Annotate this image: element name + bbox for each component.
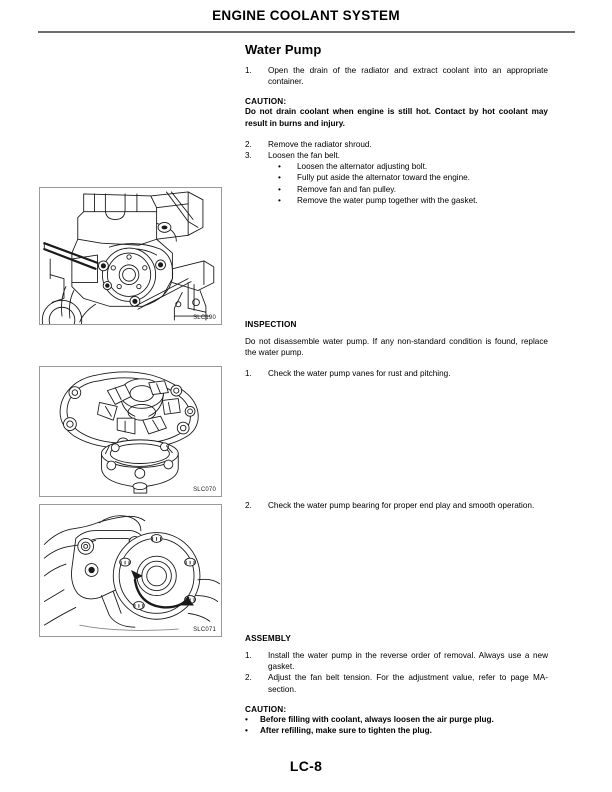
assembly-step-2 <box>245 672 548 694</box>
inspection-heading: INSPECTION <box>245 320 297 329</box>
step-number: 2. <box>245 501 252 510</box>
caution-text: Do not drain coolant when engine is still hot. Contact by hot coolant may result in burns and injury. <box>245 107 548 128</box>
step-text: Remove the radiator shroud. <box>268 139 372 149</box>
figure-3-linework <box>40 505 221 636</box>
figure-code: SLC190 <box>193 315 216 321</box>
caution-bullet-text: Before filling with coolant, always loosen the air purge plug. <box>260 714 494 724</box>
bullet-icon: • <box>278 162 281 172</box>
removal-step-3 <box>245 150 548 161</box>
spacer <box>245 129 548 139</box>
bullet-icon: • <box>245 714 248 724</box>
inspection-step-2-block <box>245 500 548 511</box>
figure-1-linework <box>40 188 221 324</box>
caution-bullet-text: After refilling, make sure to tighten the plug. <box>260 726 432 736</box>
caution-bullet <box>245 725 548 736</box>
spacer <box>245 329 548 336</box>
header-divider <box>38 31 575 33</box>
step-text: Adjust the fan belt tension. For the adjustment value, refer to page MA-section. <box>268 673 548 694</box>
step-number: 3. <box>245 151 252 161</box>
inspection-intro: Do not disassemble water pump. If any non-standard condition is found, replace the water pump. <box>245 337 548 358</box>
spacer <box>245 358 548 368</box>
bullet-icon: • <box>278 184 281 194</box>
step-number: 1. <box>245 66 252 75</box>
figure-code: SLC071 <box>193 627 216 633</box>
removal-bullet <box>245 172 548 183</box>
step-number: 2. <box>245 139 252 149</box>
bullet-text: Loosen the alternator adjusting bolt. <box>297 162 428 172</box>
figure-2-linework <box>40 367 221 496</box>
page-title: ENGINE COOLANT SYSTEM <box>212 8 400 23</box>
spacer <box>245 643 548 650</box>
spacer <box>245 87 548 97</box>
assembly-section <box>245 634 548 737</box>
step-text: Check the water pump bearing for proper end play and smooth operation. <box>268 501 535 510</box>
page-number: LC-8 <box>289 758 323 774</box>
bullet-icon: • <box>278 173 281 183</box>
removal-bullet <box>245 184 548 195</box>
step-number: 1. <box>245 651 252 660</box>
bullet-icon: • <box>278 195 281 205</box>
bullet-text: Remove fan and fan pulley. <box>297 184 397 194</box>
step-number: 1. <box>245 369 252 379</box>
figure-panel-water-pump-assembly <box>39 366 222 497</box>
step-text: Loosen the fan belt. <box>268 151 340 161</box>
removal-bullet <box>245 161 548 172</box>
figure-panel-bearing-check <box>39 504 222 637</box>
bullet-text: Fully put aside the alternator toward the engine. <box>297 173 470 183</box>
step-text: Install the water pump in the reverse order of removal. Always use a new gasket. <box>268 651 548 672</box>
step-text: Open the drain of the radiator and extract coolant into an appropriate container. <box>268 66 548 87</box>
removal-step-1 <box>245 65 548 87</box>
inspection-step-2 <box>245 500 548 511</box>
caution-label: CAUTION: <box>245 97 287 107</box>
bullet-text: Remove the water pump together with the gasket. <box>297 195 478 205</box>
step-text: Check the water pump vanes for rust and pitching. <box>268 369 451 379</box>
inspection-section <box>245 320 548 380</box>
figure-panel-engine-view <box>39 187 222 325</box>
step-number: 2. <box>245 673 252 683</box>
caution-bullet <box>245 714 548 725</box>
bullet-icon: • <box>245 726 248 736</box>
spacer <box>245 695 548 705</box>
figure-code: SLC070 <box>193 487 216 493</box>
inspection-step-1 <box>245 368 548 379</box>
assembly-heading: ASSEMBLY <box>245 634 291 643</box>
removal-step-2 <box>245 139 548 150</box>
page-footer <box>0 758 612 774</box>
page-header <box>0 8 612 23</box>
removal-bullet <box>245 195 548 206</box>
caution-label: CAUTION: <box>245 704 287 714</box>
removal-section <box>245 42 548 206</box>
section-title: Water Pump <box>245 42 322 57</box>
assembly-step-1 <box>245 650 548 672</box>
